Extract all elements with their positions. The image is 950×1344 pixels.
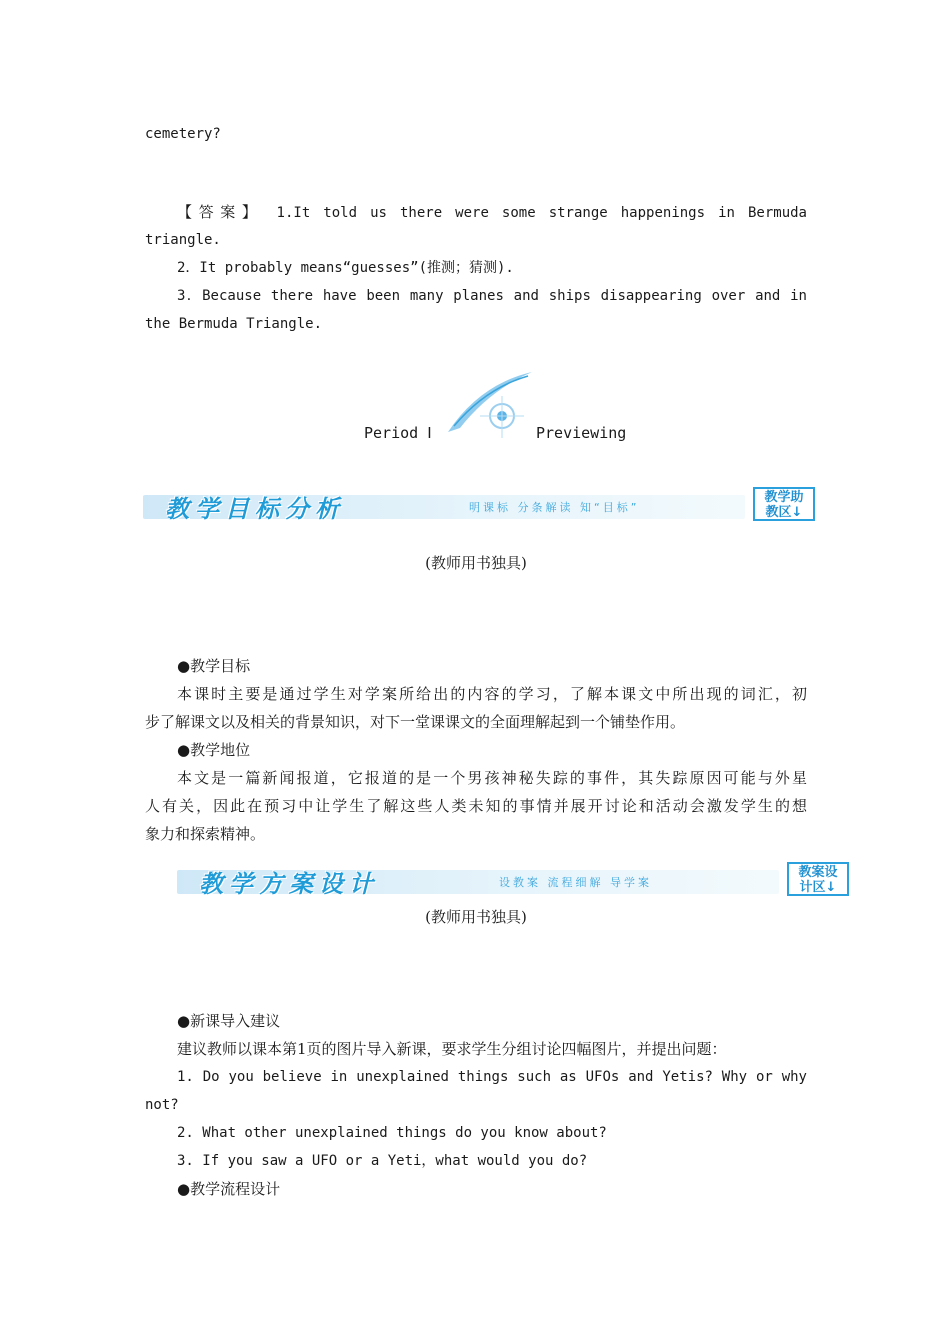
section-banner-design: [177, 862, 849, 898]
banner-subtitle: 设教案 流程细解 导学案: [499, 876, 652, 889]
period-label: Period Ⅰ: [364, 424, 432, 442]
banner-title: 教学方案设计: [199, 869, 379, 898]
banner-subtitle: 明课标 分条解读 知“目标”: [469, 501, 640, 514]
answer-label: 【答案】: [177, 203, 264, 221]
position-line-2: 人有关，因此在预习中让学生了解这些人类未知的事情并展开讨论和活动会激发学生的想: [145, 797, 807, 815]
answer-item-1: 1.It told us there were some strange happenings in Bermuda: [276, 205, 807, 221]
position-line-3: 象力和探索精神。: [145, 825, 266, 843]
question-1-cont: not?: [145, 1097, 179, 1113]
period-title: Previewing: [536, 424, 627, 442]
banner-tag-line-2: 计区↓: [799, 880, 837, 895]
answer-line-1b: triangle.: [145, 232, 221, 248]
heading-lesson-intro: ●新课导入建议: [177, 1012, 281, 1030]
answer-item-2: 2．It probably means“guesses”(推测；猜测).: [177, 260, 514, 276]
banner-tag-box: [753, 487, 815, 521]
goal-line-1: 本课时主要是通过学生对学案所给出的内容的学习，了解本课文中所出现的词汇，初: [177, 685, 807, 703]
text-fragment: cemetery?: [145, 126, 221, 142]
question-2: 2. What other unexplained things do you know about?: [177, 1125, 607, 1141]
question-1: 1. Do you believe in unexplained things such as UFOs and Yetis? Why or why: [177, 1069, 807, 1085]
teacher-note-2: (教师用书独具): [425, 908, 527, 926]
position-line-1: 本文是一篇新闻报道，它报道的是一个男孩神秘失踪的事件，其失踪原因可能与外星: [177, 769, 807, 787]
section-banner-goals: [143, 487, 815, 523]
intro-line-1: 建议教师以课本第1页的图片导入新课，要求学生分组讨论四幅图片，并提出问题：: [177, 1040, 727, 1058]
heading-teaching-position: ●教学地位: [177, 741, 251, 759]
banner-tag-line-2: 教区↓: [765, 505, 803, 520]
heading-teaching-goals: ●教学目标: [177, 657, 251, 675]
answer-line-1: [177, 198, 807, 227]
period-logo-icon: [440, 366, 540, 446]
banner-title: 教学目标分析: [165, 494, 345, 523]
answer-line-3b: the Bermuda Triangle.: [145, 316, 323, 332]
banner-tag-box: [787, 862, 849, 896]
question-3: 3. If you saw a UFO or a Yeti，what would you do?: [177, 1153, 588, 1169]
heading-teaching-flow: ●教学流程设计: [177, 1180, 281, 1198]
answer-item-3: 3．Because there have been many planes and ships disappearing over and in: [177, 288, 807, 304]
banner-tag-line-1: 教学助: [764, 490, 804, 505]
banner-tag-line-1: 教案设: [798, 865, 838, 880]
goal-line-2: 步了解课文以及相关的背景知识，对下一堂课课文的全面理解起到一个铺垫作用。: [145, 713, 686, 731]
teacher-note-1: (教师用书独具): [425, 554, 527, 572]
